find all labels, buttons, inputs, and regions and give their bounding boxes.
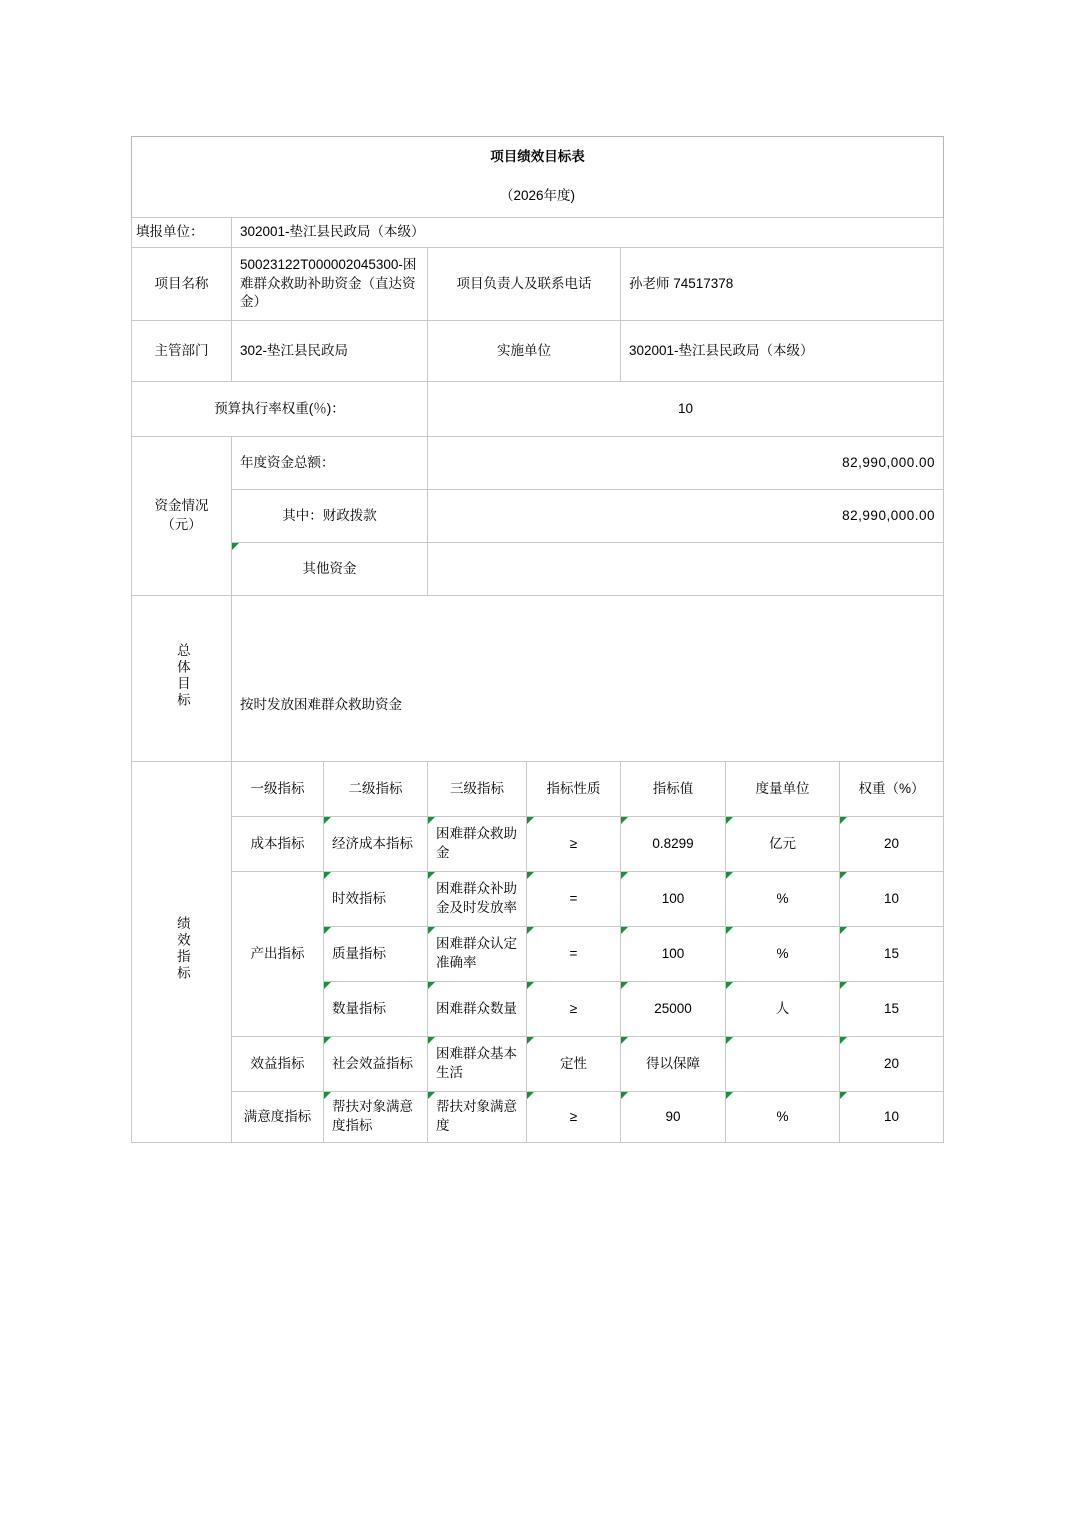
- page-subtitle: （2026年度): [132, 177, 944, 218]
- col-header-weight: 权重（%）: [840, 761, 944, 816]
- col-header-unit: 度量单位: [726, 761, 840, 816]
- funds-other-row: [132, 542, 944, 595]
- cell-level3: 困难群众基本生活: [428, 1036, 527, 1091]
- department-value: 302-垫江县民政局: [232, 320, 428, 381]
- cell-level3: 困难群众认定准确率: [428, 926, 527, 981]
- col-header-nature: 指标性质: [527, 761, 621, 816]
- table-row: [132, 871, 944, 926]
- project-name-value: 50023122T000002045300-困难群众救助补助资金（直达资金）: [232, 247, 428, 320]
- cell-weight: 20: [840, 816, 944, 871]
- col-header-level1: 一级指标: [232, 761, 324, 816]
- project-name-label: 项目名称: [132, 247, 232, 320]
- cell-level3: 困难群众救助金: [428, 816, 527, 871]
- cell-nature: ≥: [527, 981, 621, 1036]
- table-row: [132, 1036, 944, 1091]
- perf-indicator-label: 绩效指标: [132, 761, 232, 1142]
- cell-nature: 定性: [527, 1036, 621, 1091]
- cell-nature: =: [527, 871, 621, 926]
- cell-level2: 质量指标: [324, 926, 428, 981]
- funds-fiscal-value: 82,990,000.00: [428, 489, 944, 542]
- department-label: 主管部门: [132, 320, 232, 381]
- budget-rate-value: 10: [428, 381, 944, 436]
- cell-value: 100: [621, 926, 726, 981]
- cell-value: 0.8299: [621, 816, 726, 871]
- cell-unit: 人: [726, 981, 840, 1036]
- cell-level2: 社会效益指标: [324, 1036, 428, 1091]
- cell-level1: 效益指标: [232, 1036, 324, 1091]
- cell-level3: 困难群众数量: [428, 981, 527, 1036]
- funds-label: [132, 436, 232, 595]
- cell-unit: %: [726, 1091, 840, 1142]
- col-header-level2: 二级指标: [324, 761, 428, 816]
- project-owner-value: 孙老师 74517378: [621, 247, 944, 320]
- overall-goal-row: [132, 595, 944, 761]
- cell-weight: 20: [840, 1036, 944, 1091]
- reporting-unit-value: 302001-垫江县民政局（本级）: [232, 218, 944, 247]
- cell-weight: 10: [840, 1091, 944, 1142]
- funds-other-label: 其他资金: [232, 542, 428, 595]
- cell-value: 25000: [621, 981, 726, 1036]
- cell-unit: 亿元: [726, 816, 840, 871]
- col-header-level3: 三级指标: [428, 761, 527, 816]
- table-row: [132, 1091, 944, 1142]
- cell-level1: 成本指标: [232, 816, 324, 871]
- cell-level2: 经济成本指标: [324, 816, 428, 871]
- cell-value: 90: [621, 1091, 726, 1142]
- cell-value: 得以保障: [621, 1036, 726, 1091]
- performance-goal-table: [131, 136, 944, 1143]
- cell-value: 100: [621, 871, 726, 926]
- cell-unit: [726, 1036, 840, 1091]
- funds-label-line2: （元）: [161, 516, 202, 532]
- cell-unit: %: [726, 871, 840, 926]
- funds-other-value: [428, 542, 944, 595]
- cell-nature: =: [527, 926, 621, 981]
- department-row: [132, 320, 944, 381]
- cell-level2: 数量指标: [324, 981, 428, 1036]
- exec-unit-value: 302001-垫江县民政局（本级）: [621, 320, 944, 381]
- cell-weight: 10: [840, 871, 944, 926]
- cell-level3: 帮扶对象满意度: [428, 1091, 527, 1142]
- exec-unit-label: 实施单位: [428, 320, 621, 381]
- cell-level3: 困难群众补助金及时发放率: [428, 871, 527, 926]
- cell-level2: 时效指标: [324, 871, 428, 926]
- subtitle-row: [132, 177, 944, 218]
- overall-goal-value: 按时发放困难群众救助资金: [232, 595, 944, 761]
- cell-level2: 帮扶对象满意度指标: [324, 1091, 428, 1142]
- funds-total-value: 82,990,000.00: [428, 436, 944, 489]
- cell-unit: %: [726, 926, 840, 981]
- funds-total-row: [132, 436, 944, 489]
- budget-rate-label: 预算执行率权重(％)：: [132, 381, 428, 436]
- cell-nature: ≥: [527, 1091, 621, 1142]
- funds-label-line1: 资金情况: [154, 498, 209, 514]
- budget-rate-row: [132, 381, 944, 436]
- title-row: [132, 137, 944, 178]
- cell-level1: 满意度指标: [232, 1091, 324, 1142]
- cell-weight: 15: [840, 926, 944, 981]
- project-name-row: [132, 247, 944, 320]
- indicator-header-row: [132, 761, 944, 816]
- overall-goal-label: 总体目标: [132, 595, 232, 761]
- col-header-value: 指标值: [621, 761, 726, 816]
- table-row: [132, 816, 944, 871]
- reporting-unit-label: 填报单位：: [132, 218, 232, 247]
- cell-level1: 产出指标: [232, 871, 324, 1036]
- funds-fiscal-row: [132, 489, 944, 542]
- page-title: 项目绩效目标表: [132, 137, 944, 178]
- funds-fiscal-label: 其中：财政拨款: [232, 489, 428, 542]
- reporting-unit-row: [132, 218, 944, 247]
- project-owner-label: 项目负责人及联系电话: [428, 247, 621, 320]
- cell-nature: ≥: [527, 816, 621, 871]
- funds-total-label: 年度资金总额：: [232, 436, 428, 489]
- cell-weight: 15: [840, 981, 944, 1036]
